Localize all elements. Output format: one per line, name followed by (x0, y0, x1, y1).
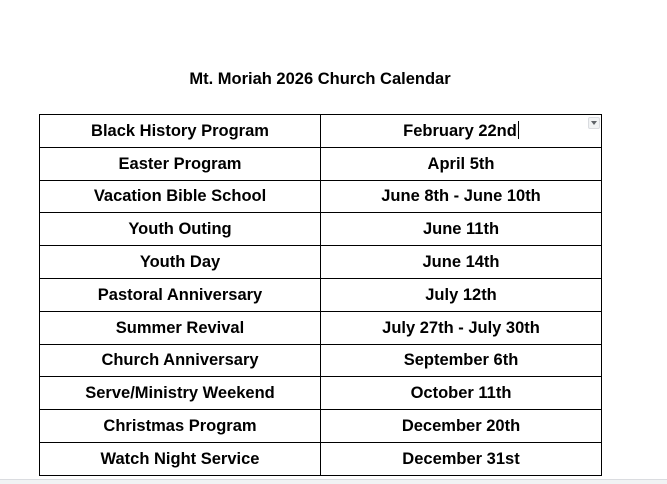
event-date: June 8th - June 10th (381, 187, 541, 206)
event-cell[interactable] (40, 410, 321, 443)
event-cell[interactable] (40, 213, 321, 246)
table-row (40, 180, 602, 213)
date-cell[interactable] (321, 311, 602, 344)
event-name: Watch Night Service (100, 449, 260, 468)
event-name: Youth Day (139, 253, 221, 272)
event-date: December 20th (401, 417, 521, 436)
event-cell[interactable] (40, 246, 321, 279)
table-row (40, 213, 602, 246)
event-name: Summer Revival (115, 318, 245, 337)
date-cell[interactable] (321, 180, 602, 213)
date-cell[interactable] (321, 246, 602, 279)
event-name: Church Anniversary (101, 351, 259, 370)
calendar-table (39, 114, 602, 476)
date-cell[interactable] (321, 344, 602, 377)
table-row (40, 115, 602, 148)
event-cell[interactable] (40, 377, 321, 410)
table-row (40, 410, 602, 443)
page-title: Mt. Moriah 2026 Church Calendar (189, 70, 451, 88)
event-date: December 31st (402, 449, 520, 468)
event-cell[interactable] (40, 344, 321, 377)
table-row (40, 278, 602, 311)
chevron-down-icon[interactable] (588, 117, 600, 129)
event-cell[interactable] (40, 180, 321, 213)
event-name: Easter Program (118, 154, 242, 173)
event-date: July 27th - July 30th (382, 318, 540, 337)
table-row (40, 344, 602, 377)
table-row (40, 147, 602, 180)
event-date: September 6th (403, 351, 519, 370)
event-name: Pastoral Anniversary (97, 285, 263, 304)
table-row (40, 377, 602, 410)
date-cell[interactable] (321, 147, 602, 180)
event-name: Youth Outing (128, 220, 232, 239)
event-date: April 5th (427, 154, 495, 173)
event-date: February 22nd (403, 121, 517, 140)
event-date: October 11th (410, 384, 512, 403)
table-row (40, 311, 602, 344)
event-cell[interactable] (40, 311, 321, 344)
event-name: Christmas Program (103, 417, 257, 436)
event-cell[interactable] (40, 442, 321, 475)
table-row (40, 246, 602, 279)
event-cell[interactable] (40, 278, 321, 311)
date-cell[interactable] (321, 377, 602, 410)
event-cell[interactable] (40, 147, 321, 180)
event-date: June 14th (422, 253, 500, 272)
event-date: June 11th (422, 220, 500, 239)
page-divider (0, 479, 667, 484)
date-cell[interactable] (321, 213, 602, 246)
table-row (40, 442, 602, 475)
date-cell[interactable] (321, 442, 602, 475)
event-name: Black History Program (91, 121, 269, 140)
date-cell[interactable] (321, 278, 602, 311)
date-cell[interactable] (321, 115, 602, 148)
event-name: Vacation Bible School (93, 187, 267, 206)
event-date: July 12th (425, 285, 497, 304)
event-name: Serve/Ministry Weekend (85, 384, 275, 403)
date-cell[interactable] (321, 410, 602, 443)
text-cursor (518, 121, 519, 139)
event-cell[interactable] (40, 115, 321, 148)
